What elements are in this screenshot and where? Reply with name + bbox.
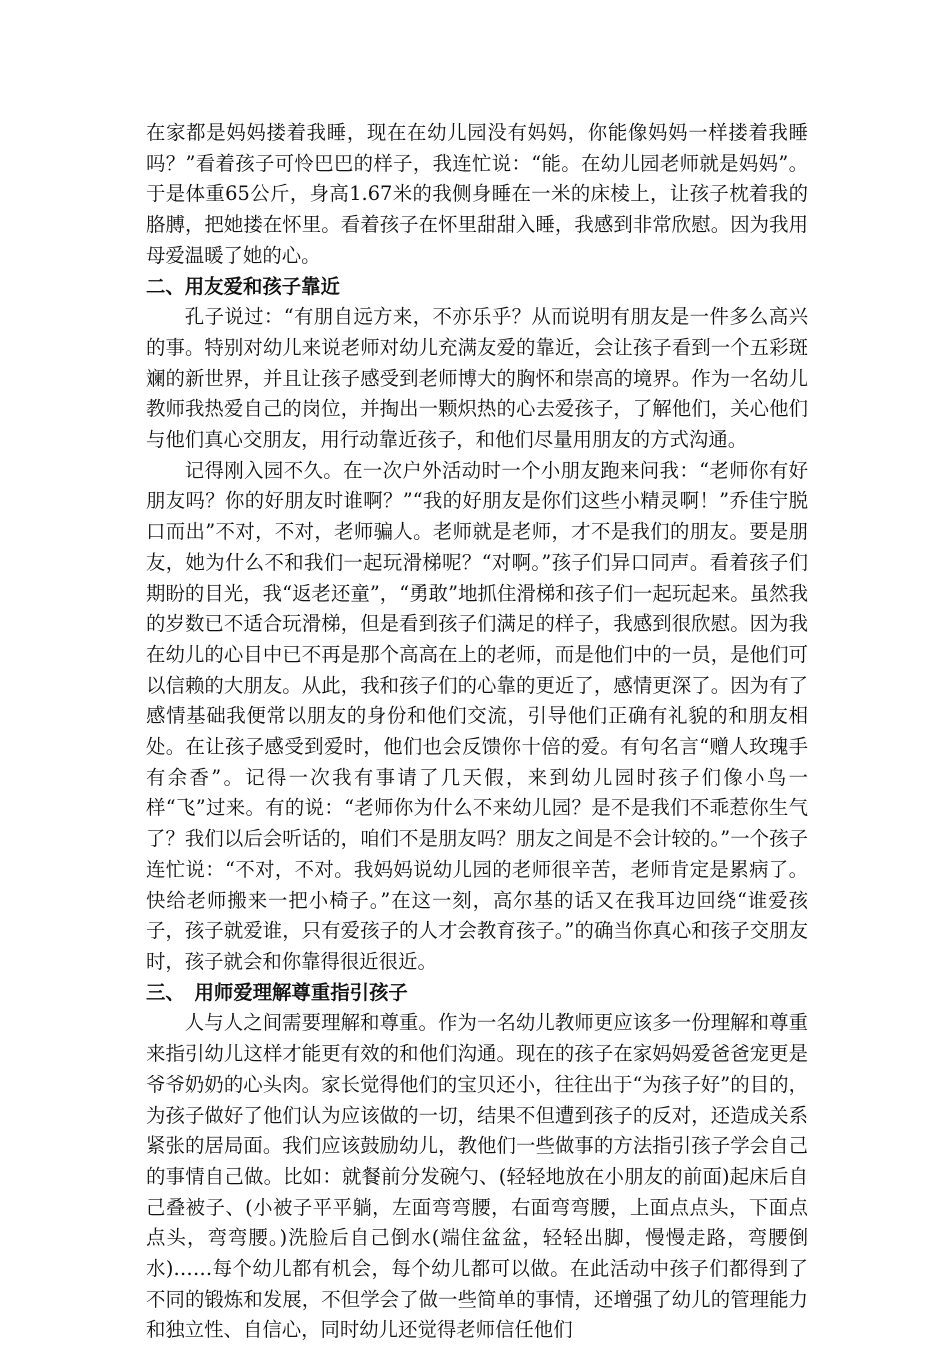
section-heading-3: 三、 用师爱理解尊重指引孩子: [146, 980, 408, 1004]
section-heading-2: 二、用友爱和孩子靠近: [146, 274, 340, 298]
paragraph-section-2a: 孔子说过：“有朋自远方来，不亦乐乎？从而说明有朋友是一件多么高兴的事。特别对幼儿来说老师对幼儿充满友爱的靠近，会让孩子看到一个五彩斑斓的新世界，并且让孩子感受到老师博大的胸怀和崇高的境界。作为一名幼儿教师我热爱自己的岗位，并掏出一颗炽热的心去爱孩子，了解他们，关心他们与他们真心交朋友，用行动靠近孩子，和他们尽量用朋友的方式沟通。: [146, 305, 808, 452]
paragraph-section-3: 人与人之间需要理解和尊重。作为一名幼儿教师更应该多一份理解和尊重来指引幼儿这样才能更有效的和他们沟通。现在的孩子在家妈妈爱爸爸宠更是爷爷奶奶的心头肉。家长觉得他们的宝贝还小，往往出于“为孩子好”的目的，为孩子做好了他们认为应该做的一切，结果不但遭到孩子的反对，还造成关系紧张的居局面。我们应该鼓励幼儿，教他们一些做事的方法指引孩子学会自己的事情自己做。比如：就餐前分发碗勺、(轻轻地放在小朋友的前面)起床后自己叠被子、(小被子平平躺，左面弯弯腰，右面弯弯腰，上面点点头，下面点点头，弯弯腰。)洗脸后自己倒水(端住盆盆，轻轻出脚，慢慢走路，弯腰倒水)……每个幼儿都有机会，每个幼儿都可以做。在此活动中孩子们都得到了不同的锻炼和发展，不但学会了做一些简单的事情，还增强了幼儿的管理能力和独立性、自信心，同时幼儿还觉得老师信任他们: [146, 1011, 808, 1342]
document-page: [146, 118, 808, 1346]
paragraph-intro: 在家都是妈妈搂着我睡，现在在幼儿园没有妈妈，你能像妈妈一样搂着我睡吗？”看着孩子可怜巴巴的样子，我连忙说：“能。在幼儿园老师就是妈妈”。于是体重65公斤，身高1.67米的我侧身睡在一米的床棱上，让孩子枕着我的胳膊，把她搂在怀里。看着孩子在怀里甜甜入睡，我感到非常欣慰。因为我用母爱温暖了她的心。: [146, 121, 808, 267]
paragraph-section-2b: 记得刚入园不久。在一次户外活动时一个小朋友跑来问我：“老师你有好朋友吗？你的好朋友时谁啊？”“我的好朋友是你们这些小精灵啊！”乔佳宁脱口而出”不对，不对，老师骗人。老师就是老师，才不是我们的朋友。要是朋友，她为什么不和我们一起玩滑梯呢？“对啊。”孩子们异口同声。看着孩子们期盼的目光，我“返老还童”，“勇敢”地抓住滑梯和孩子们一起玩起来。虽然我的岁数已不适合玩滑梯，但是看到孩子们满足的样子，我感到很欣慰。因为我在幼儿的心目中已不再是那个高高在上的老师，而是他们中的一员，是他们可以信赖的大朋友。从此，我和孩子们的心靠的更近了，感情更深了。因为有了感情基础我便常以朋友的身份和他们交流，引导他们正确有礼貌的和朋友相处。在让孩子感受到爱时，他们也会反馈你十倍的爱。有句名言“赠人玫瑰手有余香”。记得一次我有事请了几天假，来到幼儿园时孩子们像小鸟一样“飞”过来。有的说：“老师你为什么不来幼儿园？是不是我们不乖惹你生气了？我们以后会听话的，咱们不是朋友吗？朋友之间是不会计较的。”一个孩子连忙说：“不对，不对。我妈妈说幼儿园的老师很辛苦，老师肯定是累病了。快给老师搬来一把小椅子。”在这一刻，高尔基的话又在我耳边回绕“谁爱孩子，孩子就爱谁，只有爱孩子的人才会教育孩子。”的确当你真心和孩子交朋友时，孩子就会和你靠得很近很近。: [146, 458, 808, 973]
